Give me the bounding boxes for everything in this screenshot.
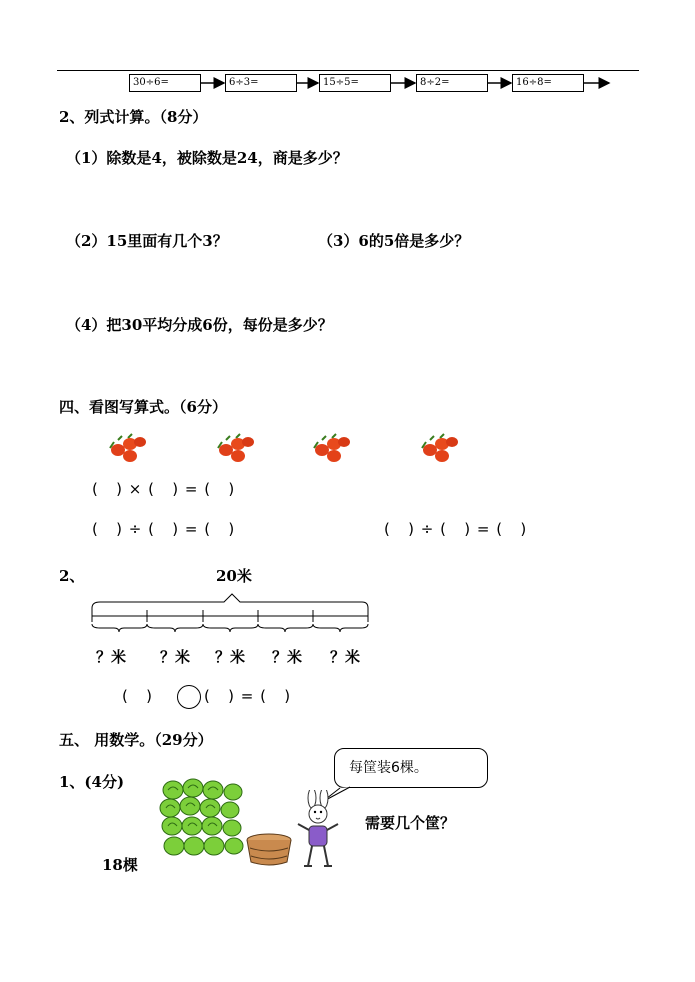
equation-blank-left: ( ) — [122, 687, 154, 705]
segment-label-4: ？米 — [272, 648, 303, 666]
total-length-label: 20米 — [216, 567, 252, 585]
section2-q3: （3）6的5倍是多少？ — [318, 232, 470, 250]
section4-part2-label: 2、 — [59, 567, 85, 585]
sub-brace-5 — [313, 624, 368, 632]
fruit-cluster-1 — [110, 434, 146, 462]
operator-circle — [177, 685, 201, 709]
section2-q1: （1）除数是4，被除数是24，商是多少？ — [66, 149, 348, 167]
equation-multiply: ( ) × ( ) = ( ) — [92, 480, 236, 498]
basket-question: 需要几个筐？ — [365, 814, 456, 832]
fruit-cluster-2 — [218, 434, 254, 462]
equation-divide-1: ( ) ÷ ( ) = ( ) — [92, 520, 236, 538]
cabbage-count-label: 18棵 — [102, 856, 138, 874]
segment-diagram — [86, 588, 376, 640]
section2-q2: （2）15里面有几个3？ — [66, 232, 228, 250]
chain-box-3: 15÷5= — [319, 74, 391, 92]
speech-bubble: 每筐装6棵。 — [334, 748, 488, 788]
chain-box-4: 8÷2= — [416, 74, 488, 92]
rabbit-illustration — [290, 790, 350, 872]
sub-brace-4 — [258, 624, 313, 632]
basket-illustration — [244, 832, 294, 868]
chain-arrows — [0, 0, 695, 120]
segment-label-2: ？米 — [160, 648, 191, 666]
chain-box-1: 30÷6= — [129, 74, 201, 92]
fruit-group-illustration — [100, 432, 480, 472]
section2-title: 2、列式计算。（8分） — [59, 108, 208, 126]
cabbage-pile-illustration — [158, 776, 248, 866]
segment-label-3: ？米 — [215, 648, 246, 666]
section5-q1-label: 1、(4分) — [59, 773, 125, 791]
sub-brace-1 — [92, 624, 147, 632]
fruit-cluster-4 — [422, 434, 458, 462]
sub-brace-2 — [147, 624, 203, 632]
section4-title: 四、看图写算式。（6分） — [59, 398, 227, 416]
chain-box-2: 6÷3= — [225, 74, 297, 92]
segment-label-1: ？米 — [96, 648, 127, 666]
equation-divide-2: ( ) ÷ ( ) = ( ) — [384, 520, 528, 538]
equation-blank-right: ( ) = ( ) — [204, 687, 292, 705]
chain-box-5: 16÷8= — [512, 74, 584, 92]
sub-brace-3 — [203, 624, 258, 632]
top-brace — [92, 594, 368, 616]
section5-title: 五、 用数学。（29分） — [59, 731, 213, 749]
segment-label-5: ？米 — [330, 648, 361, 666]
section2-q4: （4）把30平均分成6份，每份是多少？ — [66, 316, 333, 334]
fruit-cluster-3 — [314, 434, 350, 462]
